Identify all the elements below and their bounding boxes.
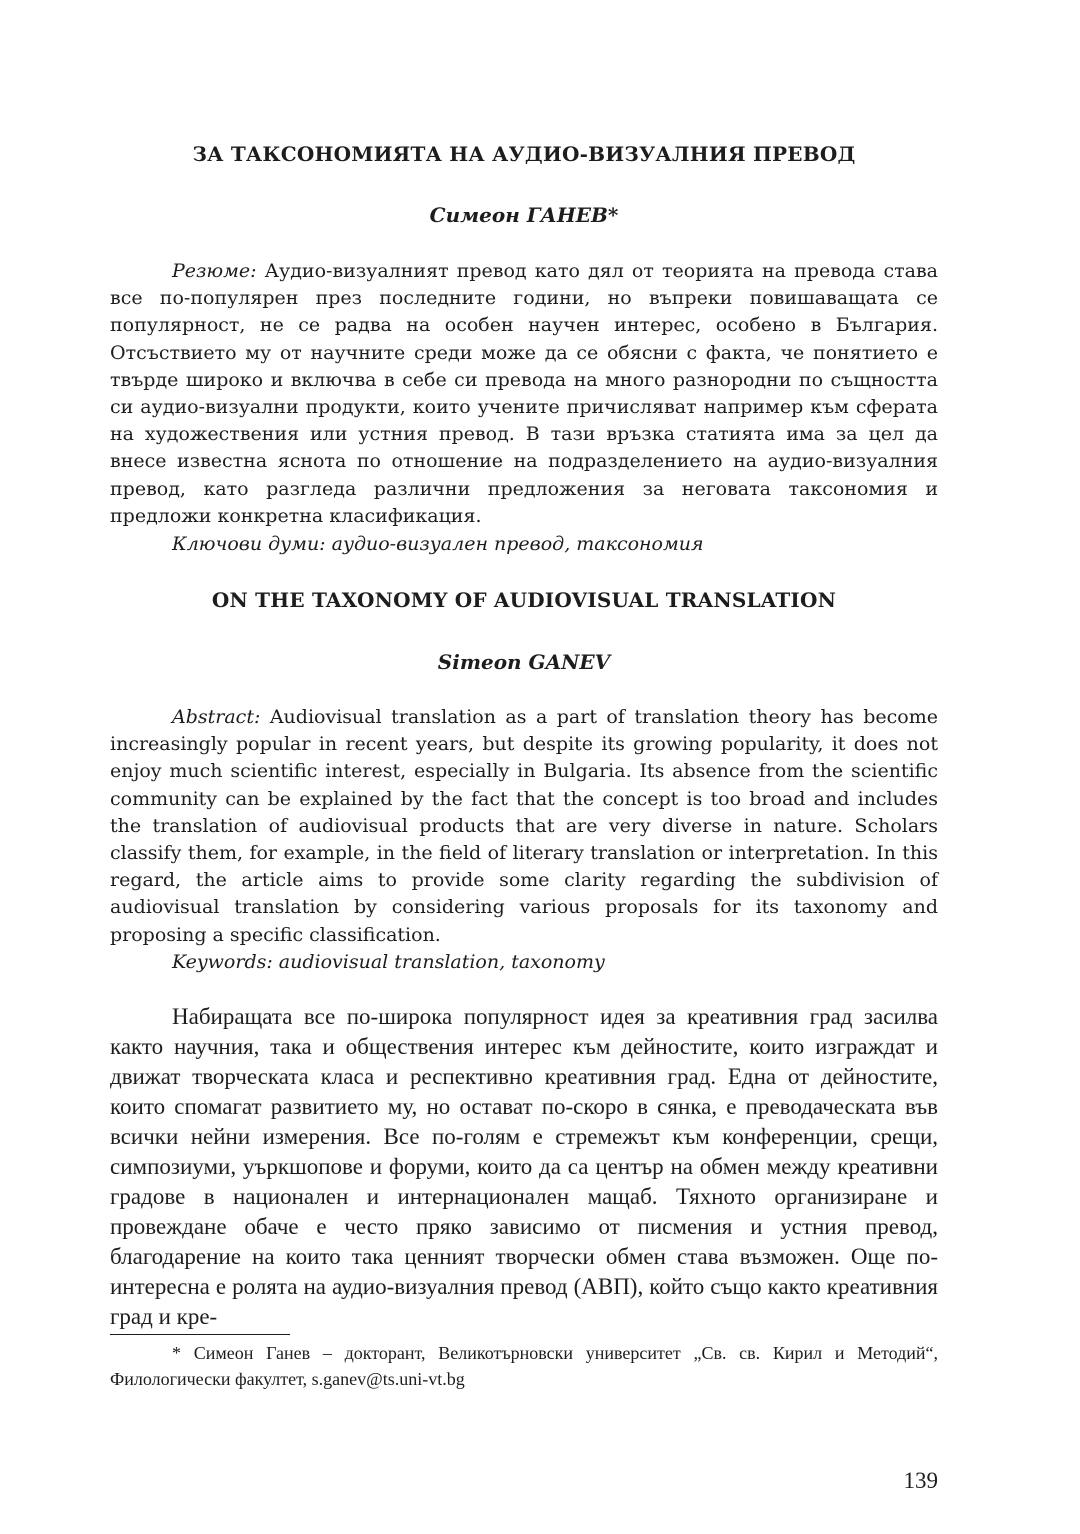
en-title: ON THE TAXONOMY OF AUDIOVISUAL TRANSLATION: [211, 588, 837, 612]
footnote: [110, 1340, 938, 1392]
bg-keywords: Ключови думи: аудио-визуален превод, таксономия: [172, 533, 704, 555]
body-paragraph: [110, 1002, 938, 1332]
bg-abstract: [110, 258, 938, 530]
article-page: [110, 0, 938, 1534]
footnote-divider: [110, 1334, 290, 1335]
en-abstract-label: Abstract:: [172, 706, 261, 728]
page-number: 139: [903, 1468, 938, 1493]
en-author: Simeon GANEV: [437, 650, 611, 674]
bg-author: Симеон ГАНЕВ*: [429, 203, 619, 227]
bg-abstract-label: Резюме:: [172, 260, 257, 282]
footnote-text: Симеон Ганев – докторант, Великотърновски университет „Св. св. Кирил и Методий“, Филологически факултет, s.ganev@ts.uni-vt.bg: [110, 1343, 938, 1389]
footnote-marker: *: [172, 1343, 181, 1363]
en-abstract-text: Audiovisual translation as a part of translation theory has become increasingly popular in recent years, but despite its growing popularity, it does not enjoy much scientific interest, especially in Bulgaria. Its absence from the scientific community can be explained by the fact that the concept is too broad and includes the translation of audiovisual products that are very diverse in nature. Scholars classify them, for example, in the field of literary translation or interpretation. In this regard, the article aims to provide some clarity regarding the subdivision of audiovisual translation by considering various proposals for its taxonomy and proposing a specific classification.: [110, 706, 938, 946]
en-keywords: Keywords: audiovisual translation, taxonomy: [172, 951, 605, 973]
en-abstract: [110, 704, 938, 949]
bg-abstract-text: Аудио-визуалният превод като дял от теорията на превода става все по-популярен през последните години, но въпреки повишаващата се популярност, не се радва на особен научен интерес, особено в България. Отсъствието му от научните среди може да се обясни с факта, че понятието е твърде широко и включва в себе си превода на много разнородни по същността си аудио-визуални продукти, които учените причисляват например към сферата на художествения или устния превод. В тази връзка статията има за цел да внесе известна яснота по отношение на подразделението на аудио-визуалния превод, като разгледа различни предложения за неговата таксономия и предложи конкретна класификация.: [110, 260, 938, 527]
body-paragraph-text: Набиращата все по-широка популярност идея за креативния град засилва както научния, така и обществения интерес към дейностите, които изграждат и движат творческата класа и респективно креативния град. Една от дейностите, които спомагат развитието му, но остават по-скоро в сянка, е преводаческата във всички нейни измерения. Все по-голям е стремежът към конференции, срещи, симпозиуми, уъркшопове и форуми, които да са център на обмен между креативни градове в национален и интернационален мащаб. Тяхното организиране и провеждане обаче е често пряко зависимо от писмения и устния превод, благодарение на които така ценният творчески обмен става възможен. Още по-интересна е ролята на аудио-визуалния превод (АВП), който също както креативния град и кре-: [110, 1004, 938, 1329]
bg-title: ЗА ТАКСОНОМИЯТА НА АУДИО-ВИЗУАЛНИЯ ПРЕВОД: [192, 142, 856, 166]
